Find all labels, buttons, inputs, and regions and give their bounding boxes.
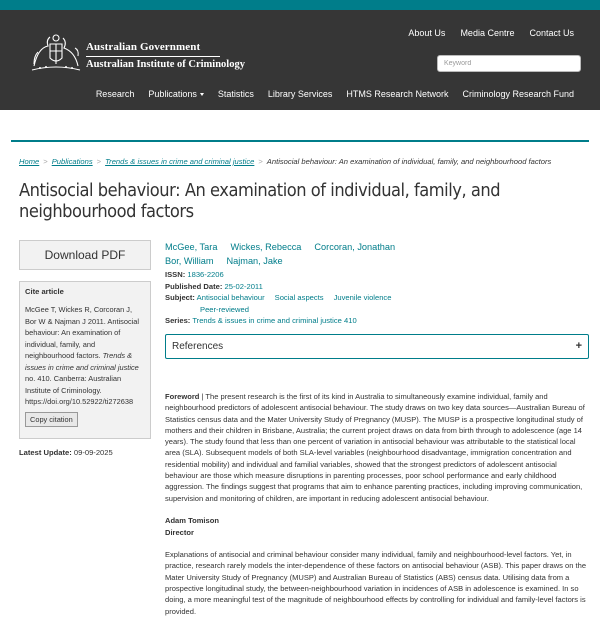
- foreword-paragraph: Foreword | The present research is the first of its kind in Australia to simultaneously examine individual, family and neighbourhood predictors of adolescent antisocial behaviour. The study draws on two key data sources—Australian Bureau of Statistics census data and the Mater University Study of Pregnancy (MUSP). The MUSP is a prospective longitudinal study of mothers and their children in Brisbane, Australia; the current project draws on data from birth through to adolescence (age 14 years). The study found that less than one percent of variation in antisocial behaviour was attributable to the statistical local area (SLA). Subsequent models of both SLA-level variables (neighbourhood disadvantage, immigration concentration and residential mobility) and individual and familial variables, showed that the strongest predictors of adolescent antisocial behaviour are those which measure disruptions in parenting processes, poor school performance and early childhood aggression. The findings suggest that programs that aim to enhance parenting practices, including improving communication, supervision and monitoring of children, are important in reducing adolescent antisocial behaviour.: [165, 392, 585, 503]
- logo-divider: [86, 56, 220, 57]
- about-us-link[interactable]: About Us: [408, 28, 446, 38]
- page-title: Antisocial behaviour: An examination of individual, family, and neighbourhood factors: [19, 181, 501, 222]
- author-link[interactable]: McGee, Tara: [165, 242, 218, 252]
- breadcrumb-separator: >: [43, 157, 48, 166]
- series-number[interactable]: 410: [344, 316, 357, 325]
- nav-statistics[interactable]: Statistics: [217, 89, 254, 99]
- utility-links: [408, 28, 574, 38]
- site-header: [0, 10, 600, 110]
- plus-icon: +: [575, 340, 582, 352]
- issn-value[interactable]: 1836-2206: [187, 270, 224, 279]
- last-updated: Latest Update: 09-09-2025: [19, 448, 113, 457]
- author-link[interactable]: Bor, William: [165, 256, 214, 266]
- subject-link[interactable]: Antisocial behaviour: [196, 293, 265, 302]
- signatory: Adam Tomison Director: [165, 516, 219, 537]
- agency-line: Australian Institute of Criminology: [86, 58, 245, 70]
- sidebar: [19, 240, 151, 457]
- intro-paragraph: Explanations of antisocial and criminal behaviour consider many individual, family and neighbourhood-level factors. Yet, in practice, research rarely models the inter-dependence of these factors on antisocial behaviour (ASB). This paper draws on the Mater University Study of Pregnancy (MUSP) and Australian Bureau of Statistics (ABS) census data. Utilising data from a prospective longitudinal study, the between-neighbourhood variation in incidences of ASB in adolescence is examined. In so doing, a more meaningful test of the magnitude of neighbourhood effects by controlling for individual and family-level factors is provided.: [165, 550, 587, 616]
- download-pdf-button[interactable]: Download PDF: [19, 240, 151, 270]
- breadcrumb-separator: >: [96, 157, 102, 166]
- content-divider: [11, 140, 589, 142]
- breadcrumb-home[interactable]: Home: [19, 157, 40, 166]
- breadcrumb: [19, 157, 551, 166]
- copy-citation-button[interactable]: Copy citation: [25, 412, 78, 427]
- published-date: 25-02-2011: [224, 281, 263, 291]
- nav-research[interactable]: Research: [95, 89, 135, 99]
- nav-criminology-research-fund[interactable]: Criminology Research Fund: [462, 89, 574, 99]
- nav-publications[interactable]: [148, 89, 204, 99]
- nav-library-services[interactable]: Library Services: [267, 89, 333, 99]
- subject-link[interactable]: Peer-reviewed: [200, 304, 249, 314]
- main-nav: [82, 89, 574, 99]
- author-link[interactable]: Corcoran, Jonathan: [314, 242, 396, 252]
- breadcrumb-publications[interactable]: Publications: [51, 157, 93, 166]
- nav-htms-research-network[interactable]: HTMS Research Network: [346, 89, 449, 99]
- top-stripe: [0, 0, 600, 10]
- author-link[interactable]: Najman, Jake: [226, 256, 283, 266]
- breadcrumb-separator: >: [258, 157, 263, 166]
- references-accordion[interactable]: [165, 334, 589, 359]
- search-input[interactable]: [437, 55, 581, 72]
- article-meta: [165, 240, 589, 359]
- gov-line: Australian Government: [86, 40, 201, 53]
- breadcrumb-series[interactable]: Trends & issues in crime and criminal justice: [105, 157, 255, 166]
- citation-text: McGee T, Wickes R, Corcoran J, Bor W & Najman J 2011. Antisocial behaviour: An examination of individual, family, and neighbourhood factors. Trends & issues in crime and criminal justice no. 410. Canberra: Australian Institute of Criminology. https://doi.org/10.52922/ti272638: [25, 305, 140, 406]
- author-list: [165, 240, 589, 268]
- author-link[interactable]: Wickes, Rebecca: [230, 242, 302, 252]
- media-centre-link[interactable]: Media Centre: [460, 28, 515, 38]
- cite-heading: Cite article: [25, 287, 64, 296]
- series-link[interactable]: Trends & issues in crime and criminal justice: [192, 316, 342, 325]
- coat-of-arms-icon: [28, 32, 84, 78]
- citation-box: [19, 281, 151, 439]
- caret-down-icon: [200, 93, 204, 96]
- article-body: [165, 391, 589, 628]
- site-logo[interactable]: [28, 32, 245, 78]
- references-label: References: [172, 340, 224, 352]
- subject-link[interactable]: Juvenile violence: [333, 293, 392, 302]
- breadcrumb-current: Antisocial behaviour: An examination of individual, family, and neighbourhood factors: [266, 157, 552, 166]
- subject-link[interactable]: Social aspects: [274, 293, 324, 302]
- nav-publications-label: Publications: [148, 89, 197, 99]
- contact-us-link[interactable]: Contact Us: [529, 28, 574, 38]
- metadata: ISSN: 1836-2206 Published Date: 25-02-2011 Subject: Antisocial behaviour Social aspects Juvenile violence Peer-reviewed Series: Trends & issues in crime and criminal justice 410: [165, 270, 392, 325]
